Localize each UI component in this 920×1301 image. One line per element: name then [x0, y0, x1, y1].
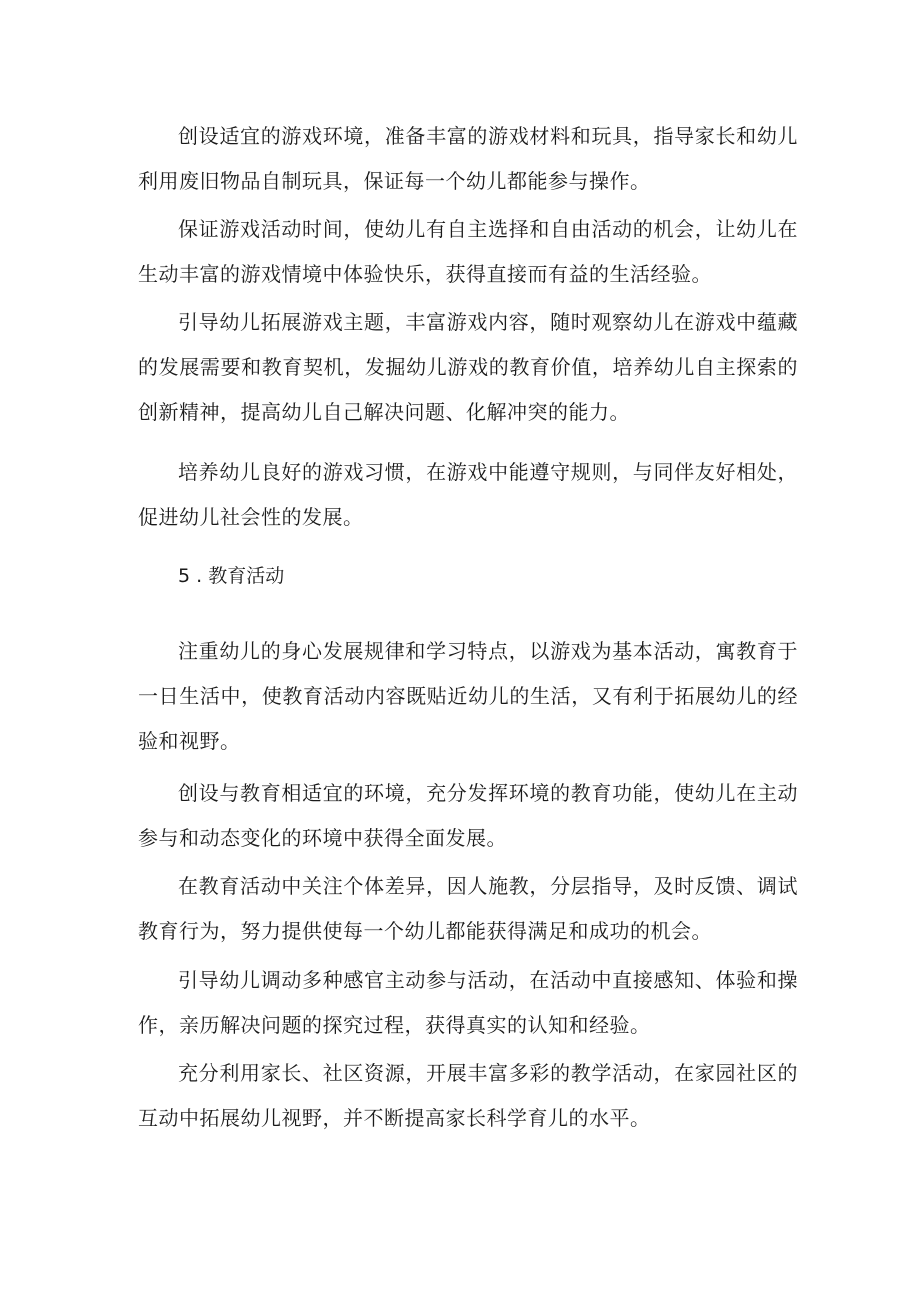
section-heading-education-activities: 5 . 教育活动 [178, 565, 285, 587]
paragraph-game-habits: 培养幼儿良好的游戏习惯，在游戏中能遵守规则，与同伴友好相处，促进幼儿社会性的发展。 [138, 460, 798, 529]
paragraph-multi-sensory: 引导幼儿调动多种感官主动参与活动，在活动中直接感知、体验和操作，亲历解决问题的探究过程，获得真实的认知和经验。 [138, 968, 798, 1037]
paragraph-development-rules: 注重幼儿的身心发展规律和学习特点，以游戏为基本活动，寓教育于一日生活中，使教育活动内容既贴近幼儿的生活，又有利于拓展幼儿的经验和视野。 [138, 639, 798, 753]
paragraph-game-time: 保证游戏活动时间，使幼儿有自主选择和自由活动的机会，让幼儿在生动丰富的游戏情境中体验快乐，获得直接而有益的生活经验。 [138, 217, 798, 286]
paragraph-individual-differences: 在教育活动中关注个体差异，因人施教，分层指导，及时反馈、调试教育行为，努力提供使每一个幼儿都能获得满足和成功的机会。 [138, 874, 798, 943]
paragraph-education-environment: 创设与教育相适宜的环境，充分发挥环境的教育功能，使幼儿在主动参与和动态变化的环境中获得全面发展。 [138, 781, 798, 850]
paragraph-game-themes: 引导幼儿拓展游戏主题，丰富游戏内容，随时观察幼儿在游戏中蕴藏的发展需要和教育契机，发掘幼儿游戏的教育价值，培养幼儿自主探索的创新精神，提高幼儿自己解决问题、化解冲突的能力。 [138, 310, 798, 424]
paragraph-game-environment: 创设适宜的游戏环境，准备丰富的游戏材料和玩具，指导家长和幼儿利用废旧物品自制玩具，保证每一个幼儿都能参与操作。 [138, 124, 798, 193]
paragraph-community-resources: 充分利用家长、社区资源，开展丰富多彩的教学活动，在家园社区的互动中拓展幼儿视野，并不断提高家长科学育儿的水平。 [138, 1061, 798, 1130]
